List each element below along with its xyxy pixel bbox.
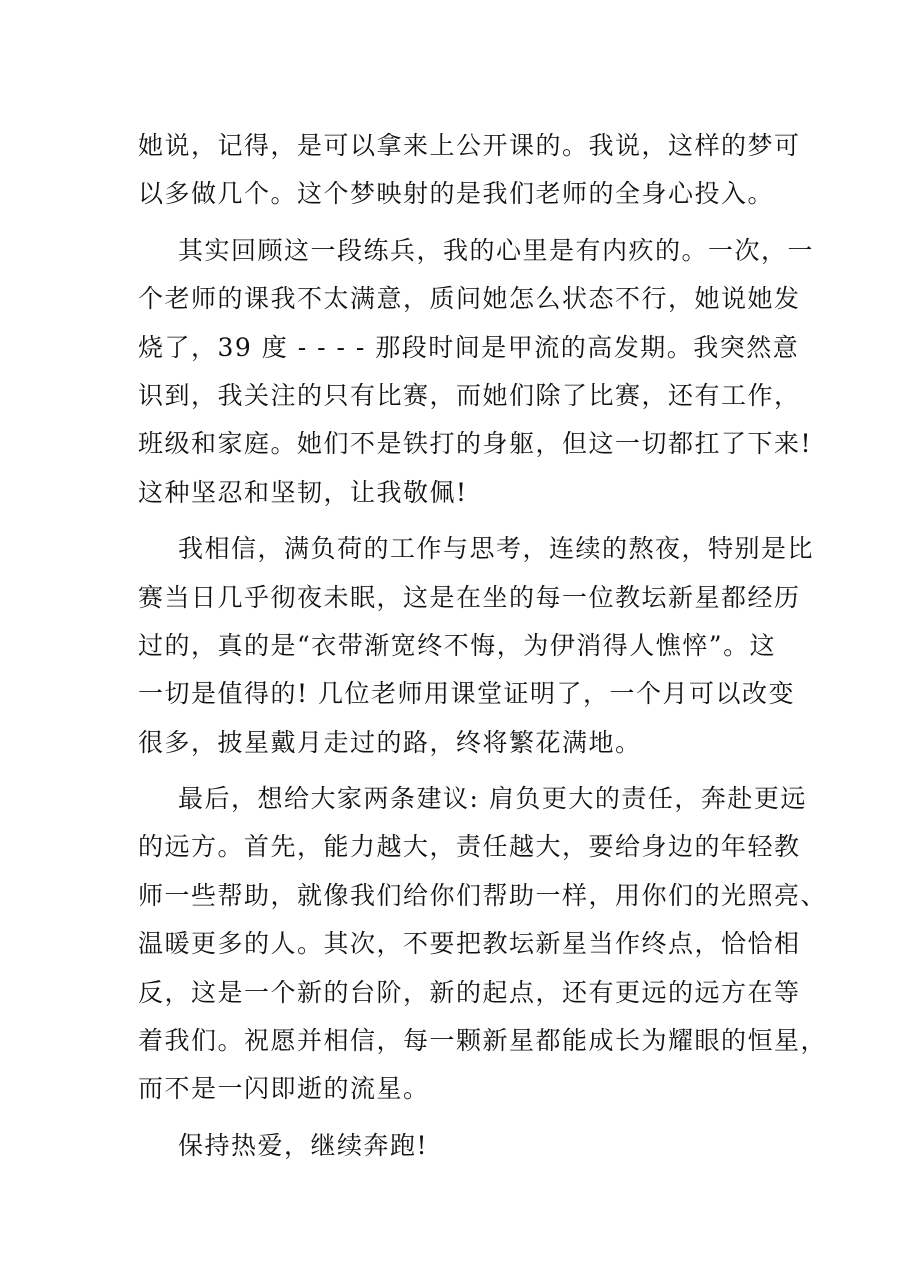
text-line: 她说，记得，是可以拿来上公开课的。我说，这样的梦可 [138,131,801,160]
text-line: 过的，真的是“衣带渐宽终不悔，为伊消得人憔悴”。这 [138,630,777,660]
text-line: 这种坚忍和坚韧，让我敬佩! [138,477,468,507]
paragraph-1 [138,122,801,219]
text-line: 其实回顾这一段练兵，我的心里是有内疚的。一次，一 [178,235,815,265]
paragraph-3 [138,525,815,767]
text-line: 以多做几个。这个梦映射的是我们老师的全身心投入。 [138,179,775,209]
document-body [138,122,828,1178]
paragraph-5 [138,1122,774,1170]
text-line: 班级和家庭。她们不是铁打的身躯，但这一切都扛了下来! [138,429,813,459]
text-line: 的远方。首先，能力越大，责任越大，要给身边的年轻教 [138,832,801,862]
text-line: 师一些帮助，就像我们给你们帮助一样，用你们的光照亮、 [138,880,828,910]
text-line: 很多，披星戴月走过的路，终将繁花满地。 [138,727,642,757]
text-line: 赛当日几乎彻夜未眠，这是在坐的每一位教坛新星都经历 [138,582,801,612]
text-line: 烧了，39 度 - - - - 那段时间是甲流的高发期。我突然意 [138,332,800,362]
text-line: 而不是一闪即逝的流星。 [138,1074,430,1104]
text-line: 识到，我关注的只有比赛，而她们除了比赛，还有工作， [138,380,801,410]
text-line: 个老师的课我不太满意，质问她怎么状态不行，她说她发 [138,284,801,314]
text-line: 最后，想给大家两条建议: 肩负更大的责任，奔赴更远 [178,784,807,814]
paragraph-2 [138,227,815,517]
paragraph-4 [138,775,828,1114]
text-line: 温暖更多的人。其次，不要把教坛新星当作终点，恰恰相 [138,929,801,959]
text-line: 保持热爱，继续奔跑! [178,1130,429,1160]
text-line: 一切是值得的! 几位老师用课堂证明了，一个月可以改变 [138,679,795,709]
text-line: 着我们。祝愿并相信，每一颗新星都能成长为耀眼的恒星， [138,1026,828,1056]
text-line: 反，这是一个新的台阶，新的起点，还有更远的远方在等 [138,977,801,1007]
text-line: 我相信，满负荷的工作与思考，连续的熬夜，特别是比 [178,534,815,564]
